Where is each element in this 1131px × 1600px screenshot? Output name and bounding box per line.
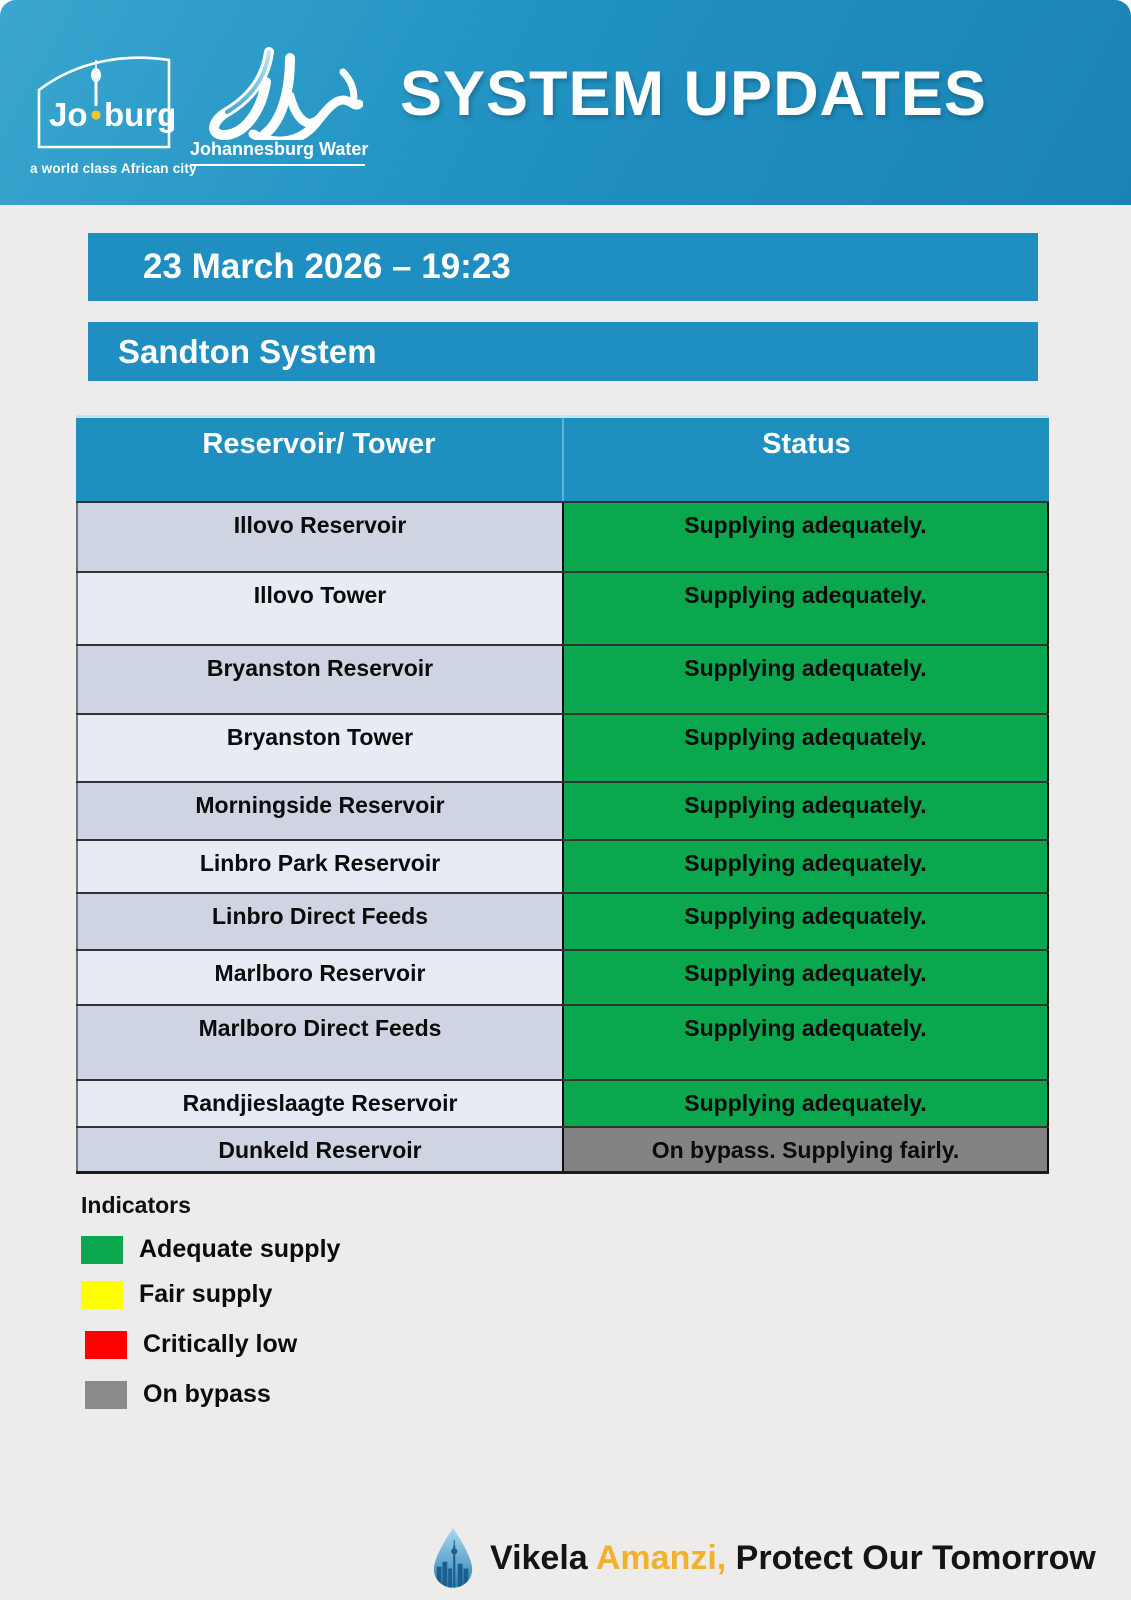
reservoir-name-cell: Linbro Park Reservoir bbox=[76, 841, 562, 892]
column-header-reservoir: Reservoir/ Tower bbox=[202, 428, 436, 460]
slogan bbox=[490, 1539, 1096, 1578]
table-row bbox=[76, 839, 1049, 892]
reservoir-name-cell: Morningside Reservoir bbox=[76, 783, 562, 839]
table-row bbox=[76, 1004, 1049, 1079]
legend-item bbox=[85, 1330, 340, 1359]
reservoir-name-cell: Dunkeld Reservoir bbox=[76, 1128, 562, 1171]
johannesburg-water-label: Johannesburg Water bbox=[190, 139, 365, 166]
legend-item bbox=[81, 1280, 340, 1309]
legend-label: Fair supply bbox=[139, 1280, 273, 1308]
indicators-legend bbox=[81, 1192, 340, 1409]
reservoir-name-cell: Randjieslaagte Reservoir bbox=[76, 1081, 562, 1126]
reservoir-name-cell: Bryanston Reservoir bbox=[76, 646, 562, 713]
status-cell: Supplying adequately. bbox=[562, 646, 1049, 713]
footer bbox=[430, 1526, 1096, 1590]
svg-text:burg: burg bbox=[104, 96, 174, 133]
table-row bbox=[76, 1079, 1049, 1126]
legend-swatch bbox=[81, 1236, 123, 1264]
status-cell: Supplying adequately. bbox=[562, 841, 1049, 892]
header bbox=[0, 0, 1131, 205]
table-header-row bbox=[76, 415, 1049, 501]
table-row bbox=[76, 781, 1049, 839]
joburg-logo-icon bbox=[34, 44, 174, 152]
status-cell: Supplying adequately. bbox=[562, 951, 1049, 1004]
legend-label: On bypass bbox=[143, 1380, 271, 1408]
status-cell: Supplying adequately. bbox=[562, 715, 1049, 781]
status-table bbox=[76, 415, 1049, 1174]
system-name: Sandton System bbox=[118, 332, 377, 370]
status-cell: On bypass. Supplying fairly. bbox=[562, 1128, 1049, 1171]
water-drop-icon bbox=[430, 1526, 476, 1590]
slogan-part: Amanzi, bbox=[595, 1538, 727, 1577]
svg-text:Jo: Jo bbox=[49, 96, 88, 133]
johannesburg-water-logo bbox=[190, 44, 369, 166]
table-row bbox=[76, 644, 1049, 713]
legend-item bbox=[81, 1235, 340, 1264]
legend-items bbox=[81, 1235, 340, 1409]
table-row bbox=[76, 571, 1049, 644]
column-header-status: Status bbox=[562, 418, 1049, 501]
legend-label: Adequate supply bbox=[139, 1235, 341, 1263]
slogan-part: Protect Our Tomorrow bbox=[726, 1538, 1096, 1577]
table-row bbox=[76, 892, 1049, 949]
status-cell: Supplying adequately. bbox=[562, 783, 1049, 839]
legend-swatch bbox=[81, 1281, 123, 1309]
table-row bbox=[76, 501, 1049, 571]
status-cell: Supplying adequately. bbox=[562, 894, 1049, 949]
status-cell: Supplying adequately. bbox=[562, 1006, 1049, 1079]
status-cell: Supplying adequately. bbox=[562, 503, 1049, 571]
table-row bbox=[76, 1126, 1049, 1171]
reservoir-name-cell: Marlboro Reservoir bbox=[76, 951, 562, 1004]
slogan-part: Vikela bbox=[490, 1538, 596, 1577]
page-title: SYSTEM UPDATES bbox=[400, 59, 987, 129]
joburg-logo bbox=[30, 44, 197, 176]
reservoir-name-cell: Bryanston Tower bbox=[76, 715, 562, 781]
status-cell: Supplying adequately. bbox=[562, 573, 1049, 644]
date-banner bbox=[88, 233, 1038, 301]
reservoir-name-cell: Linbro Direct Feeds bbox=[76, 894, 562, 949]
reservoir-name-cell: Illovo Reservoir bbox=[76, 503, 562, 571]
legend-swatch bbox=[85, 1331, 127, 1359]
table-row bbox=[76, 713, 1049, 781]
system-banner bbox=[88, 322, 1038, 381]
legend-swatch bbox=[85, 1381, 127, 1409]
legend-item bbox=[85, 1380, 340, 1409]
reservoir-name-cell: Marlboro Direct Feeds bbox=[76, 1006, 562, 1079]
table-row bbox=[76, 949, 1049, 1004]
legend-label: Critically low bbox=[143, 1330, 298, 1358]
status-cell: Supplying adequately. bbox=[562, 1081, 1049, 1126]
legend-title: Indicators bbox=[81, 1192, 191, 1218]
joburg-tagline: a world class African city bbox=[30, 161, 197, 176]
table-body bbox=[76, 501, 1049, 1174]
water-wave-icon bbox=[193, 44, 363, 140]
reservoir-name-cell: Illovo Tower bbox=[76, 573, 562, 644]
date-text: 23 March 2026 – 19:23 bbox=[143, 247, 511, 286]
